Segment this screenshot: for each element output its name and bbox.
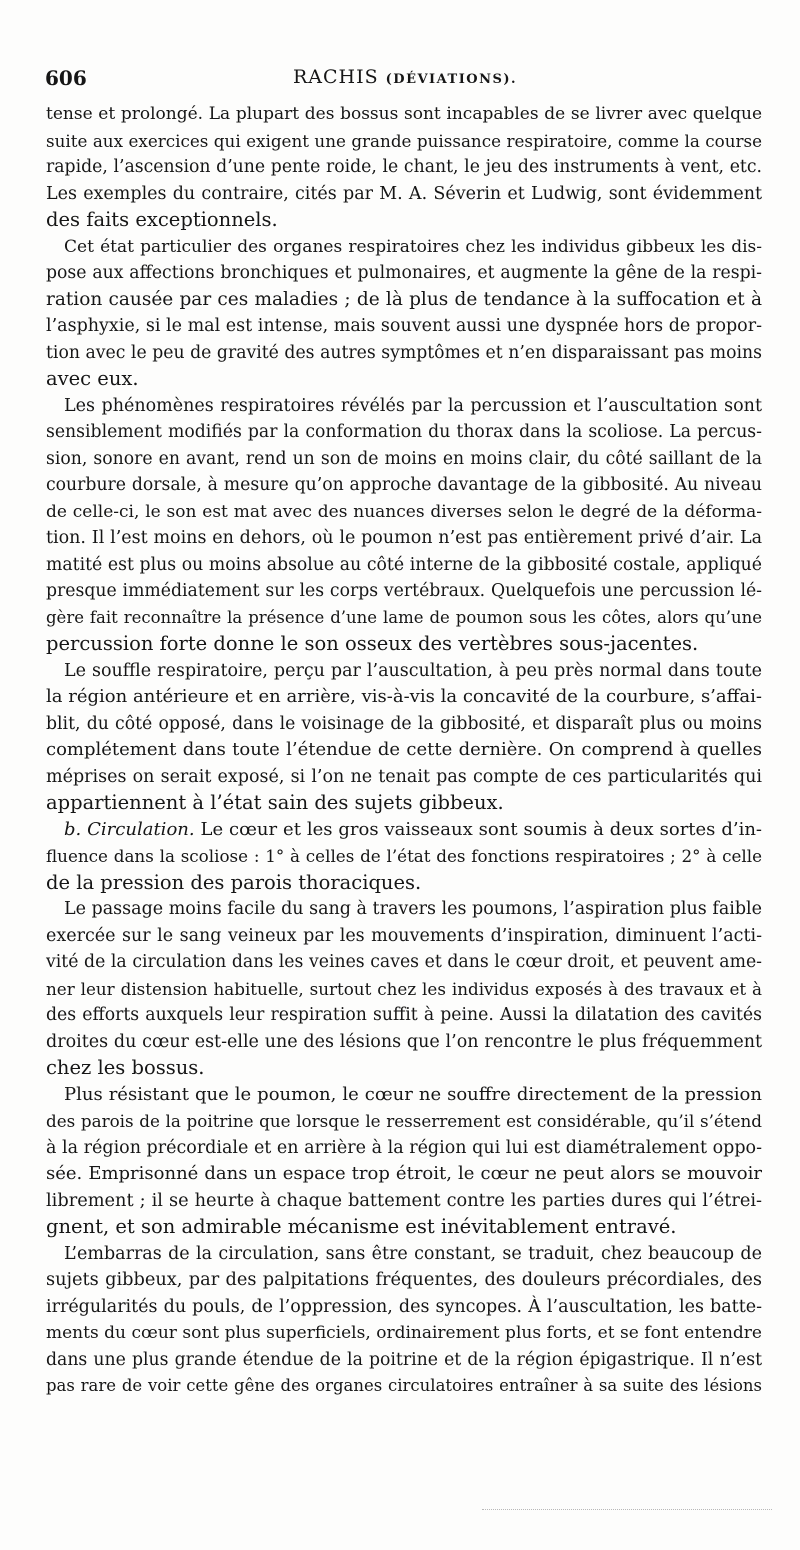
- running-title-sub: (DÉVIATIONS).: [385, 72, 518, 87]
- footer-dotted-rule: [482, 1509, 772, 1510]
- text-line: [46, 817, 762, 844]
- text-line: ration causée par ces maladies ; de là plus de tendance à la suffocation et à: [46, 288, 762, 310]
- text-line: Cet état particulier des organes respiratoires chez les individus gibbeux les dis-: [64, 236, 762, 257]
- text-line: de celle-ci, le son est mat avec des nuances diverses selon le degré de la déforma-: [46, 501, 762, 522]
- text-line: de la pression des parois thoraciques.: [46, 870, 422, 894]
- text-line: irrégularités du pouls, de l’oppression, des syncopes. À l’auscultation, les batte-: [46, 1296, 762, 1317]
- text-line: vité de la circulation dans les veines caves et dans le cœur droit, et peuvent ame-: [46, 952, 762, 972]
- text-line: pose aux affections bronchiques et pulmonaires, et augmente la gêne de la respi-: [46, 263, 762, 283]
- running-title-main: RACHIS: [292, 66, 379, 88]
- text-line: l’asphyxie, si le mal est intense, mais souvent aussi une dyspnée hors de propor-: [46, 316, 762, 336]
- text-line: gère fait reconnaître la présence d’une lame de poumon sous les côtes, alors qu’une: [46, 607, 762, 627]
- text-line: gnent, et son admirable mécanisme est inévitablement entravé.: [46, 1215, 677, 1238]
- section-heading-circulation: b. Circulation.: [64, 818, 195, 840]
- text-line: Les exemples du contraire, cités par M. A. Séverin et Ludwig, sont évidemment: [46, 183, 762, 204]
- text-line: Les phénomènes respiratoires révélés par la percussion et l’auscultation sont: [64, 395, 762, 416]
- section-heading-text: Le cœur et les gros vaisseaux sont soumis à deux sortes d’in-: [200, 818, 763, 840]
- text-line: tion avec le peu de gravité des autres symptômes et n’en disparaissant pas moins: [46, 342, 762, 363]
- text-line: tion. Il l’est moins en dehors, où le poumon n’est pas entièrement privé d’air. La: [46, 528, 762, 548]
- text-line: matité est plus ou moins absolue au côté interne de la gibbosité costale, appliqué: [46, 554, 762, 575]
- text-line: librement ; il se heurte à chaque battement contre les parties dures qui l’étrei-: [46, 1190, 762, 1211]
- page-number: 606: [45, 66, 87, 90]
- body-text: [46, 101, 762, 1400]
- text-line: sée. Emprisonné dans un espace trop étroit, le cœur ne peut alors se mouvoir: [46, 1163, 762, 1184]
- text-line: rapide, l’ascension d’une pente roide, le chant, le jeu des instruments à vent, etc.: [46, 157, 762, 177]
- text-line: appartiennent à l’état sain des sujets gibbeux.: [46, 791, 504, 814]
- text-line: dans une plus grande étendue de la poitrine et de la région épigastrique. Il n’est: [46, 1349, 762, 1370]
- text-line: L’embarras de la circulation, sans être constant, se traduit, chez beaucoup de: [64, 1243, 762, 1264]
- text-line: blit, du côté opposé, dans le voisinage de la gibbosité, et disparaît plus ou moins: [46, 713, 762, 734]
- text-line: la région antérieure et en arrière, vis-à-vis la concavité de la courbure, s’affai-: [46, 686, 762, 707]
- text-line: des efforts auxquels leur respiration suffit à peine. Aussi la dilatation des cavités: [46, 1005, 762, 1025]
- text-line: percussion forte donne le son osseux des vertèbres sous-jacentes.: [46, 632, 699, 655]
- running-title: [45, 66, 765, 88]
- page-header: [45, 66, 765, 94]
- text-line: pas rare de voir cette gêne des organes circulatoires entraîner à sa suite des lésions: [46, 1376, 762, 1395]
- text-line: ments du cœur sont plus superficiels, ordinairement plus forts, et se font entendre: [46, 1323, 762, 1343]
- text-line: méprises on serait exposé, si l’on ne tenait pas compte de ces particularités qui: [46, 766, 762, 787]
- text-line: droites du cœur est-elle une des lésions que l’on rencontre le plus fréquemment: [46, 1031, 762, 1052]
- text-line: sujets gibbeux, par des palpitations fréquentes, des douleurs précordiales, des: [46, 1270, 762, 1290]
- text-line: Le souffle respiratoire, perçu par l’auscultation, à peu près normal dans toute: [64, 660, 762, 681]
- text-line: chez les bossus.: [46, 1056, 205, 1079]
- text-line: des parois de la poitrine que lorsque le resserrement est considérable, qu’il s’étend: [46, 1111, 762, 1131]
- text-line: avec eux.: [46, 367, 139, 390]
- text-line: Plus résistant que le poumon, le cœur ne souffre directement de la pression: [64, 1083, 762, 1105]
- text-line: sensiblement modifiés par la conformation du thorax dans la scoliose. La percus-: [46, 422, 762, 442]
- text-line: Le passage moins facile du sang à travers les poumons, l’aspiration plus faible: [64, 899, 762, 919]
- text-line: des faits exceptionnels.: [46, 208, 278, 231]
- text-line: complétement dans toute l’étendue de cette dernière. On comprend à quelles: [46, 739, 762, 760]
- text-line: fluence dans la scoliose : 1° à celles de l’état des fonctions respiratoires ; 2° à celle: [46, 846, 762, 866]
- text-line: sion, sonore en avant, rend un son de moins en moins clair, du côté saillant de la: [46, 448, 762, 469]
- text-line: courbure dorsale, à mesure qu’on approche davantage de la gibbosité. Au niveau: [46, 475, 762, 495]
- text-line: exercée sur le sang veineux par les mouvements d’inspiration, diminuent l’acti-: [46, 925, 762, 946]
- text-line: à la région précordiale et en arrière à la région qui lui est diamétralement oppo-: [46, 1137, 762, 1158]
- text-line: tense et prolongé. La plupart des bossus sont incapables de se livrer avec quelque: [46, 104, 762, 124]
- text-line: suite aux exercices qui exigent une grande puissance respiratoire, comme la course: [46, 130, 762, 151]
- text-line: ner leur distension habituelle, surtout chez les individus exposés à des travaux et à: [46, 978, 762, 999]
- text-line: presque immédiatement sur les corps vertébraux. Quelquefois une percussion lé-: [46, 581, 762, 601]
